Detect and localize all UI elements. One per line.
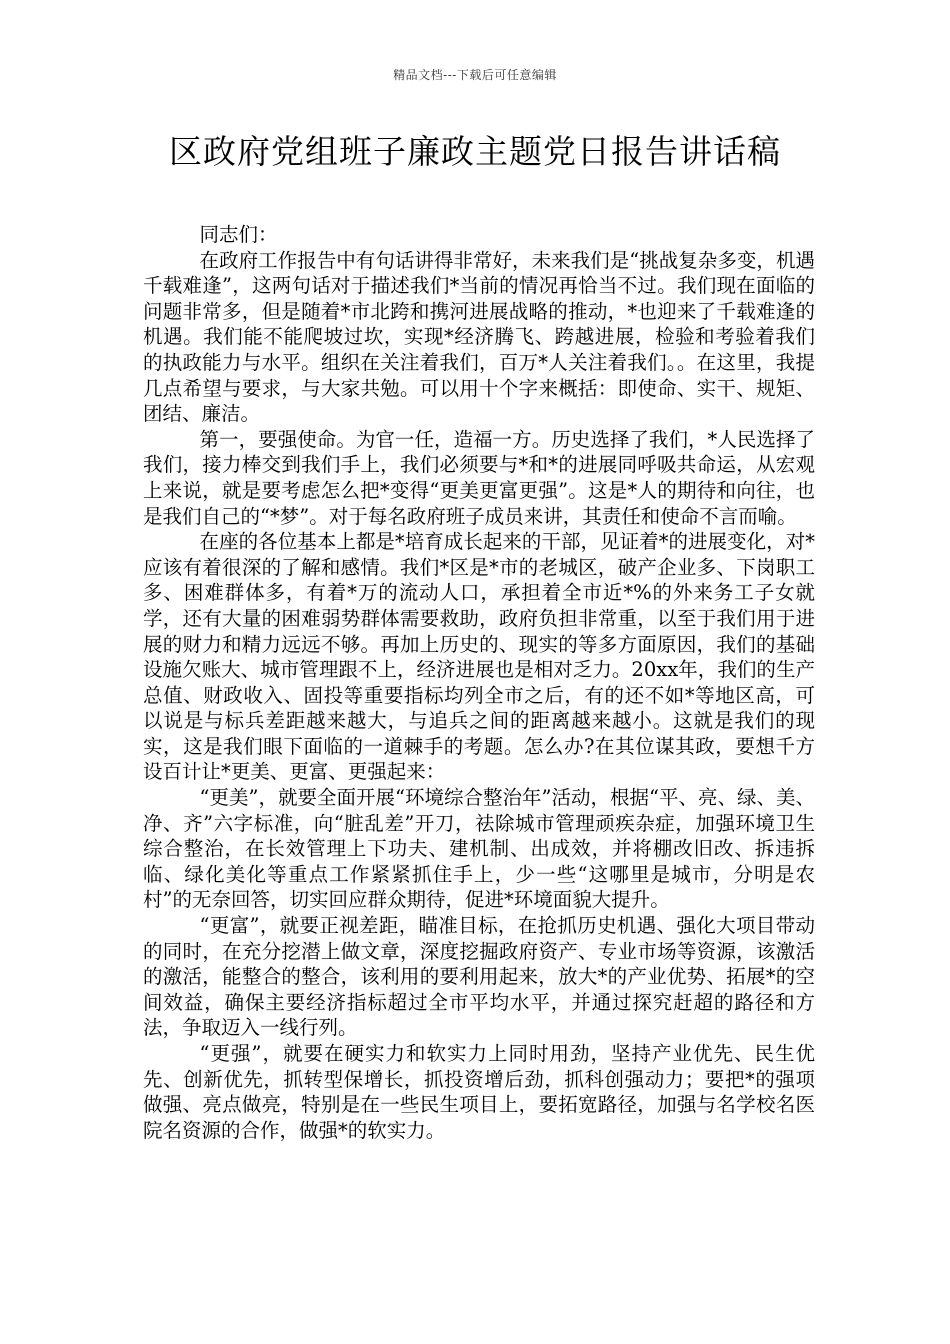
header-note: 精品文档---下载后可任意编辑 [393,68,557,82]
document-body [143,222,815,1143]
page-title: 区政府党组班子廉政主题党日报告讲话稿 [169,132,781,171]
paragraph: 在座的各位基本上都是*培育成长起来的干部，见证着*的进展变化，对*应该有着很深的了解和感情。我们*区是*市的老城区，破产企业多、下岗职工多、困难群体多，有着*万的流动人口，承担着全市近*%的外来务工子女就学，还有大量的困难弱势群体需要救助，政府负担非常重，以至于我们用于进展的财力和精力远远不够。再加上历史的、现实的等多方面原因，我们的基础设施欠账大、城市管理跟不上，经济进展也是相对乏力。20xx年，我们的生产总值、财政收入、固投等重要指标均列全市之后，有的还不如*等地区高，可以说是与标兵差距越来越大，与追兵之间的距离越来越小。这就是我们的现实，这是我们眼下面临的一道棘手的考题。怎么办?在其位谋其政，要想千方设百计让*更美、更富、更强起来： [143,530,815,784]
paragraph: 第一，要强使命。为官一任，造福一方。历史选择了我们，*人民选择了我们，接力棒交到我们手上，我们必须要与*和*的进展同呼吸共命运，从宏观上来说，就是要考虑怎么把*变得“更美更富更强”。这是*人的期待和向往，也是我们自己的“*梦”。对于每名政府班子成员来讲，其责任和使命不言而喻。 [143,427,815,528]
paragraph: “更强”，就要在硬实力和软实力上同时用劲，坚持产业优先、民生优先、创新优先，抓转型保增长，抓投资增后劲，抓科创强动力；要把*的强项做强、亮点做亮，特别是在一些民生项目上，要拓宽路径，加强与名学校名医院名资源的合作，做强*的软实力。 [143,1042,815,1142]
salutation: 同志们： [199,223,278,246]
paragraph: “更美”，就要全面开展“环境综合整治年”活动，根据“平、亮、绿、美、净、齐”六字标准，向“脏乱差”开刀，祛除城市管理顽疾杂症，加强环境卫生综合整治，在长效管理上下功夫、建机制、出成效，并将棚改旧改、拆违拆临、绿化美化等重点工作紧紧抓住手上，少一些“这哪里是城市，分明是农村”的无奈回答，切实回应群众期待，促进*环境面貌大提升。 [143,786,815,912]
paragraph: “更富”，就要正视差距，瞄准目标，在抢抓历史机遇、强化大项目带动的同时，在充分挖潜上做文章，深度挖掘政府资产、专业市场等资源，该激活的激活，能整合的整合，该利用的要利用起来，放大*的产业优势、拓展*的空间效益，确保主要经济指标超过全市平均水平，并通过探究赶超的路径和方法，争取迈入一线行列。 [143,914,815,1040]
paragraph: 在政府工作报告中有句话讲得非常好，未来我们是“挑战复杂多变，机遇千载难逢”，这两句话对于描述我们*当前的情况再恰当不过。我们现在面临的问题非常多，但是随着*市北跨和携河进展战略的推动，*也迎来了千载难逢的机遇。我们能不能爬坡过坎，实现*经济腾飞、跨越进展，检验和考验着我们的执政能力与水平。组织在关注着我们，百万*人关注着我们。。在这里，我提几点希望与要求，与大家共勉。可以用十个字来概括：即使命、实干、规矩、团结、廉洁。 [143,248,815,426]
